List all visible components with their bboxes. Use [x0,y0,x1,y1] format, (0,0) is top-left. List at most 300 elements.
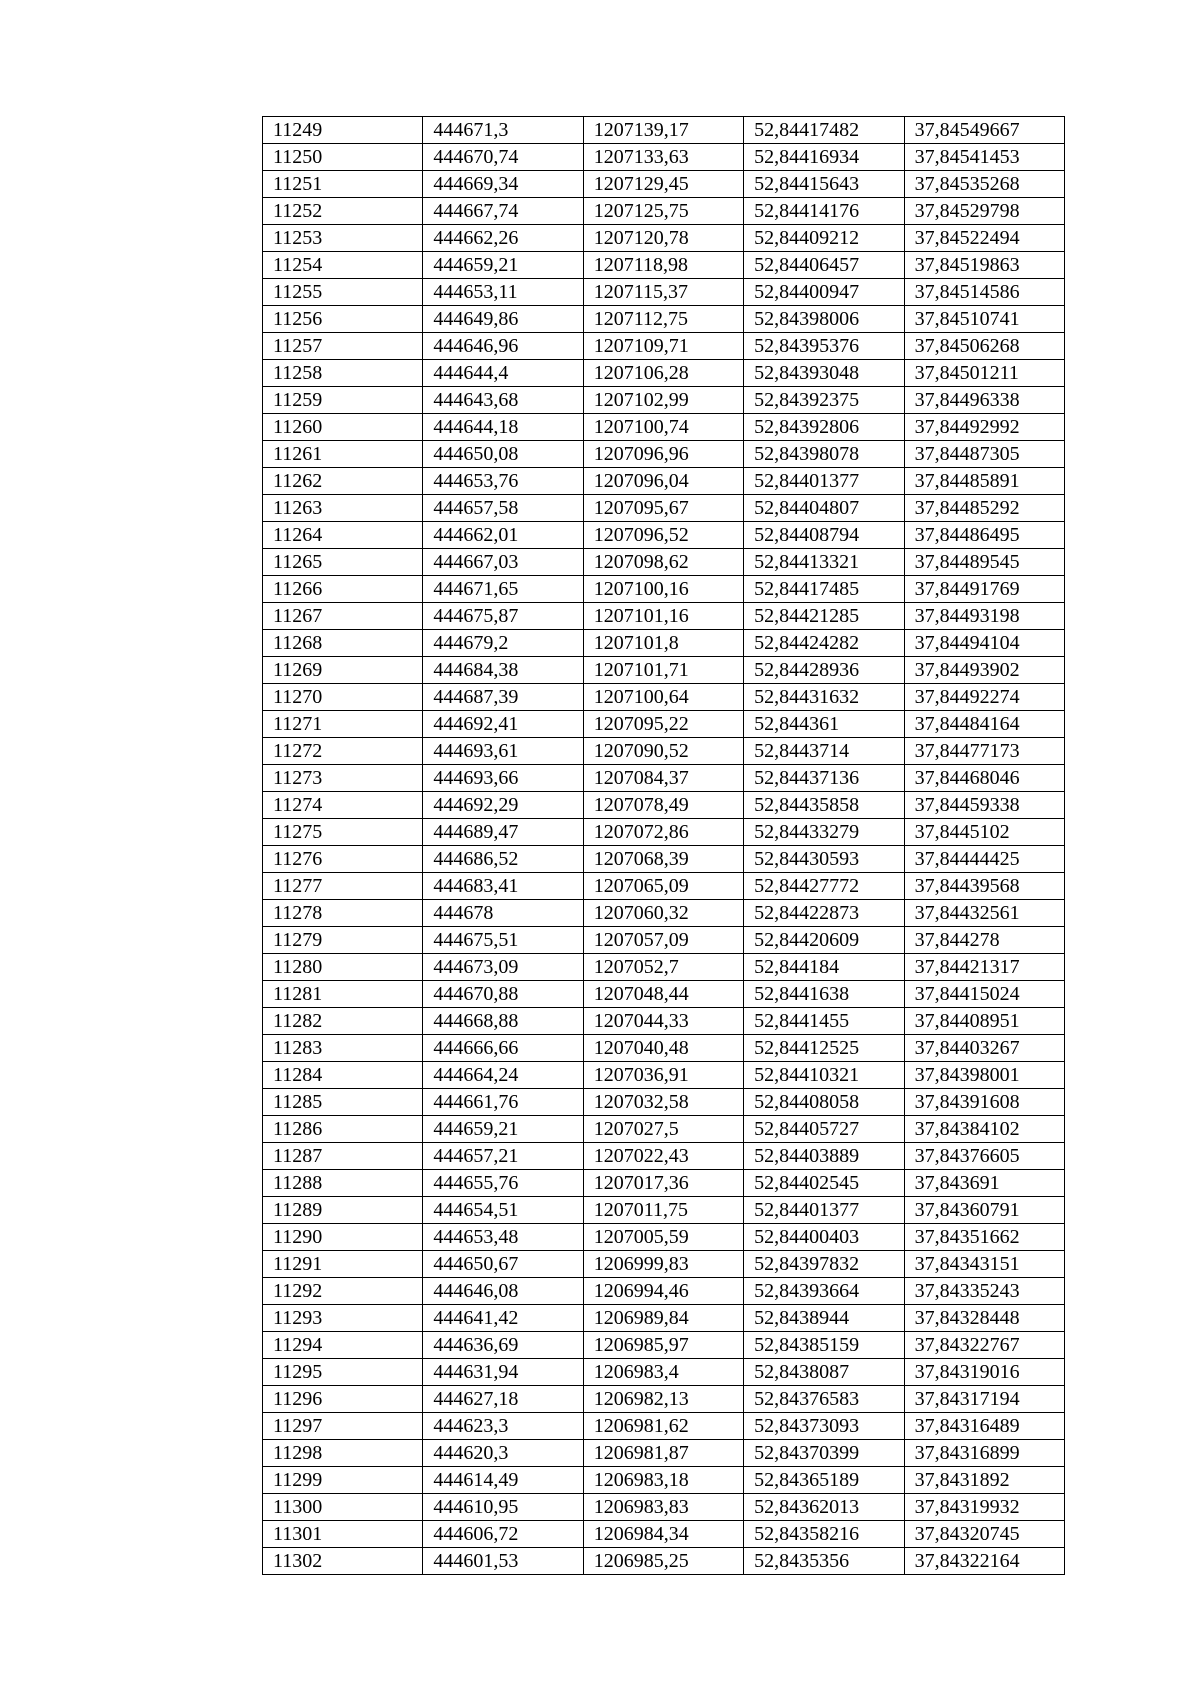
y-coordinate-cell: 1207052,7 [583,954,743,981]
table-row [263,225,1065,252]
longitude-cell: 37,84384102 [904,1116,1064,1143]
longitude-cell: 37,844278 [904,927,1064,954]
table-row [263,1170,1065,1197]
table-row [263,954,1065,981]
y-coordinate-cell: 1207101,16 [583,603,743,630]
point-number-cell: 11289 [263,1197,423,1224]
longitude-cell: 37,84328448 [904,1305,1064,1332]
x-coordinate-cell: 444689,47 [423,819,583,846]
y-coordinate-cell: 1207106,28 [583,360,743,387]
table-row [263,927,1065,954]
point-number-cell: 11290 [263,1224,423,1251]
latitude-cell: 52,84417485 [744,576,904,603]
y-coordinate-cell: 1206982,13 [583,1386,743,1413]
longitude-cell: 37,84391608 [904,1089,1064,1116]
table-row [263,1467,1065,1494]
longitude-cell: 37,84491769 [904,576,1064,603]
y-coordinate-cell: 1207109,71 [583,333,743,360]
table-row [263,1224,1065,1251]
table-row [263,1008,1065,1035]
latitude-cell: 52,8438944 [744,1305,904,1332]
longitude-cell: 37,84320745 [904,1521,1064,1548]
latitude-cell: 52,84392806 [744,414,904,441]
x-coordinate-cell: 444687,39 [423,684,583,711]
y-coordinate-cell: 1207125,75 [583,198,743,225]
x-coordinate-cell: 444654,51 [423,1197,583,1224]
x-coordinate-cell: 444650,67 [423,1251,583,1278]
x-coordinate-cell: 444664,24 [423,1062,583,1089]
y-coordinate-cell: 1207100,74 [583,414,743,441]
y-coordinate-cell: 1207129,45 [583,171,743,198]
table-row [263,306,1065,333]
y-coordinate-cell: 1207096,04 [583,468,743,495]
point-number-cell: 11270 [263,684,423,711]
y-coordinate-cell: 1207101,8 [583,630,743,657]
point-number-cell: 11283 [263,1035,423,1062]
y-coordinate-cell: 1207072,86 [583,819,743,846]
point-number-cell: 11291 [263,1251,423,1278]
x-coordinate-cell: 444670,88 [423,981,583,1008]
longitude-cell: 37,84549667 [904,117,1064,144]
longitude-cell: 37,84360791 [904,1197,1064,1224]
latitude-cell: 52,8443714 [744,738,904,765]
x-coordinate-cell: 444662,26 [423,225,583,252]
y-coordinate-cell: 1207044,33 [583,1008,743,1035]
latitude-cell: 52,84412525 [744,1035,904,1062]
table-row [263,171,1065,198]
table-row [263,333,1065,360]
longitude-cell: 37,84541453 [904,144,1064,171]
table-row [263,576,1065,603]
table-row [263,1305,1065,1332]
latitude-cell: 52,84402545 [744,1170,904,1197]
longitude-cell: 37,84459338 [904,792,1064,819]
latitude-cell: 52,84435858 [744,792,904,819]
table-row [263,603,1065,630]
table-row [263,468,1065,495]
table-row [263,414,1065,441]
x-coordinate-cell: 444667,03 [423,549,583,576]
point-number-cell: 11267 [263,603,423,630]
latitude-cell: 52,84365189 [744,1467,904,1494]
y-coordinate-cell: 1207095,22 [583,711,743,738]
point-number-cell: 11294 [263,1332,423,1359]
y-coordinate-cell: 1207118,98 [583,252,743,279]
latitude-cell: 52,8435356 [744,1548,904,1575]
y-coordinate-cell: 1207112,75 [583,306,743,333]
x-coordinate-cell: 444627,18 [423,1386,583,1413]
latitude-cell: 52,84362013 [744,1494,904,1521]
latitude-cell: 52,84420609 [744,927,904,954]
table-row [263,819,1065,846]
y-coordinate-cell: 1207101,71 [583,657,743,684]
y-coordinate-cell: 1207057,09 [583,927,743,954]
y-coordinate-cell: 1207120,78 [583,225,743,252]
table-row [263,738,1065,765]
x-coordinate-cell: 444620,3 [423,1440,583,1467]
longitude-cell: 37,84492274 [904,684,1064,711]
longitude-cell: 37,84492992 [904,414,1064,441]
point-number-cell: 11288 [263,1170,423,1197]
table-row [263,279,1065,306]
x-coordinate-cell: 444644,18 [423,414,583,441]
table-row [263,846,1065,873]
longitude-cell: 37,84493198 [904,603,1064,630]
table-row [263,360,1065,387]
x-coordinate-cell: 444693,61 [423,738,583,765]
table-row [263,1143,1065,1170]
latitude-cell: 52,84400947 [744,279,904,306]
point-number-cell: 11301 [263,1521,423,1548]
latitude-cell: 52,84431632 [744,684,904,711]
latitude-cell: 52,84398006 [744,306,904,333]
table-row [263,441,1065,468]
latitude-cell: 52,84392375 [744,387,904,414]
latitude-cell: 52,84427772 [744,873,904,900]
longitude-cell: 37,84501211 [904,360,1064,387]
longitude-cell: 37,84514586 [904,279,1064,306]
x-coordinate-cell: 444650,08 [423,441,583,468]
x-coordinate-cell: 444649,86 [423,306,583,333]
x-coordinate-cell: 444669,34 [423,171,583,198]
table-row [263,1197,1065,1224]
latitude-cell: 52,844184 [744,954,904,981]
latitude-cell: 52,84417482 [744,117,904,144]
point-number-cell: 11269 [263,657,423,684]
point-number-cell: 11255 [263,279,423,306]
y-coordinate-cell: 1207060,32 [583,900,743,927]
y-coordinate-cell: 1207068,39 [583,846,743,873]
longitude-cell: 37,84316899 [904,1440,1064,1467]
longitude-cell: 37,84335243 [904,1278,1064,1305]
latitude-cell: 52,84373093 [744,1413,904,1440]
table-row [263,684,1065,711]
table-row [263,1062,1065,1089]
longitude-cell: 37,84522494 [904,225,1064,252]
y-coordinate-cell: 1207139,17 [583,117,743,144]
latitude-cell: 52,84410321 [744,1062,904,1089]
x-coordinate-cell: 444670,74 [423,144,583,171]
longitude-cell: 37,84496338 [904,387,1064,414]
point-number-cell: 11276 [263,846,423,873]
longitude-cell: 37,84376605 [904,1143,1064,1170]
point-number-cell: 11285 [263,1089,423,1116]
point-number-cell: 11302 [263,1548,423,1575]
point-number-cell: 11281 [263,981,423,1008]
longitude-cell: 37,84415024 [904,981,1064,1008]
longitude-cell: 37,84408951 [904,1008,1064,1035]
x-coordinate-cell: 444678 [423,900,583,927]
point-number-cell: 11257 [263,333,423,360]
longitude-cell: 37,84506268 [904,333,1064,360]
x-coordinate-cell: 444675,51 [423,927,583,954]
latitude-cell: 52,84408794 [744,522,904,549]
point-number-cell: 11265 [263,549,423,576]
y-coordinate-cell: 1207017,36 [583,1170,743,1197]
latitude-cell: 52,84398078 [744,441,904,468]
table-row [263,522,1065,549]
latitude-cell: 52,84422873 [744,900,904,927]
longitude-cell: 37,84351662 [904,1224,1064,1251]
longitude-cell: 37,84343151 [904,1251,1064,1278]
point-number-cell: 11279 [263,927,423,954]
longitude-cell: 37,84487305 [904,441,1064,468]
y-coordinate-cell: 1206981,87 [583,1440,743,1467]
x-coordinate-cell: 444610,95 [423,1494,583,1521]
x-coordinate-cell: 444631,94 [423,1359,583,1386]
point-number-cell: 11292 [263,1278,423,1305]
x-coordinate-cell: 444659,21 [423,252,583,279]
point-number-cell: 11286 [263,1116,423,1143]
longitude-cell: 37,84510741 [904,306,1064,333]
table-row [263,1521,1065,1548]
point-number-cell: 11280 [263,954,423,981]
latitude-cell: 52,84413321 [744,549,904,576]
point-number-cell: 11296 [263,1386,423,1413]
y-coordinate-cell: 1206983,18 [583,1467,743,1494]
y-coordinate-cell: 1206999,83 [583,1251,743,1278]
table-row [263,198,1065,225]
longitude-cell: 37,84317194 [904,1386,1064,1413]
longitude-cell: 37,84529798 [904,198,1064,225]
point-number-cell: 11297 [263,1413,423,1440]
table-row [263,252,1065,279]
y-coordinate-cell: 1207065,09 [583,873,743,900]
latitude-cell: 52,84430593 [744,846,904,873]
longitude-cell: 37,84468046 [904,765,1064,792]
x-coordinate-cell: 444667,74 [423,198,583,225]
point-number-cell: 11259 [263,387,423,414]
longitude-cell: 37,84322767 [904,1332,1064,1359]
x-coordinate-cell: 444643,68 [423,387,583,414]
x-coordinate-cell: 444653,76 [423,468,583,495]
longitude-cell: 37,84444425 [904,846,1064,873]
point-number-cell: 11254 [263,252,423,279]
y-coordinate-cell: 1206984,34 [583,1521,743,1548]
latitude-cell: 52,84433279 [744,819,904,846]
table-row [263,1251,1065,1278]
y-coordinate-cell: 1206989,84 [583,1305,743,1332]
point-number-cell: 11293 [263,1305,423,1332]
longitude-cell: 37,84398001 [904,1062,1064,1089]
y-coordinate-cell: 1206983,83 [583,1494,743,1521]
point-number-cell: 11260 [263,414,423,441]
latitude-cell: 52,84397832 [744,1251,904,1278]
y-coordinate-cell: 1207040,48 [583,1035,743,1062]
longitude-cell: 37,84319932 [904,1494,1064,1521]
latitude-cell: 52,844361 [744,711,904,738]
y-coordinate-cell: 1207027,5 [583,1116,743,1143]
table-row [263,1278,1065,1305]
x-coordinate-cell: 444644,4 [423,360,583,387]
y-coordinate-cell: 1207048,44 [583,981,743,1008]
point-number-cell: 11251 [263,171,423,198]
latitude-cell: 52,84424282 [744,630,904,657]
x-coordinate-cell: 444659,21 [423,1116,583,1143]
table-row [263,1386,1065,1413]
latitude-cell: 52,84406457 [744,252,904,279]
y-coordinate-cell: 1207100,64 [583,684,743,711]
longitude-cell: 37,84486495 [904,522,1064,549]
y-coordinate-cell: 1206985,25 [583,1548,743,1575]
x-coordinate-cell: 444673,09 [423,954,583,981]
point-number-cell: 11284 [263,1062,423,1089]
point-number-cell: 11298 [263,1440,423,1467]
latitude-cell: 52,84405727 [744,1116,904,1143]
x-coordinate-cell: 444686,52 [423,846,583,873]
latitude-cell: 52,84385159 [744,1332,904,1359]
x-coordinate-cell: 444653,48 [423,1224,583,1251]
table-row [263,792,1065,819]
table-row [263,1494,1065,1521]
point-number-cell: 11295 [263,1359,423,1386]
point-number-cell: 11266 [263,576,423,603]
longitude-cell: 37,84319016 [904,1359,1064,1386]
point-number-cell: 11250 [263,144,423,171]
point-number-cell: 11282 [263,1008,423,1035]
point-number-cell: 11261 [263,441,423,468]
latitude-cell: 52,84393048 [744,360,904,387]
y-coordinate-cell: 1207032,58 [583,1089,743,1116]
y-coordinate-cell: 1207102,99 [583,387,743,414]
longitude-cell: 37,84403267 [904,1035,1064,1062]
y-coordinate-cell: 1206981,62 [583,1413,743,1440]
x-coordinate-cell: 444623,3 [423,1413,583,1440]
latitude-cell: 52,84408058 [744,1089,904,1116]
coordinates-table-body [263,117,1065,1575]
y-coordinate-cell: 1207011,75 [583,1197,743,1224]
table-row [263,1548,1065,1575]
table-row [263,630,1065,657]
point-number-cell: 11287 [263,1143,423,1170]
x-coordinate-cell: 444662,01 [423,522,583,549]
longitude-cell: 37,84519863 [904,252,1064,279]
longitude-cell: 37,84322164 [904,1548,1064,1575]
point-number-cell: 11256 [263,306,423,333]
point-number-cell: 11263 [263,495,423,522]
latitude-cell: 52,84409212 [744,225,904,252]
latitude-cell: 52,84428936 [744,657,904,684]
longitude-cell: 37,843691 [904,1170,1064,1197]
point-number-cell: 11275 [263,819,423,846]
longitude-cell: 37,84485292 [904,495,1064,522]
y-coordinate-cell: 1207078,49 [583,792,743,819]
table-row [263,900,1065,927]
x-coordinate-cell: 444692,41 [423,711,583,738]
x-coordinate-cell: 444693,66 [423,765,583,792]
table-row [263,1440,1065,1467]
point-number-cell: 11277 [263,873,423,900]
y-coordinate-cell: 1207096,52 [583,522,743,549]
latitude-cell: 52,84370399 [744,1440,904,1467]
latitude-cell: 52,84421285 [744,603,904,630]
x-coordinate-cell: 444666,66 [423,1035,583,1062]
x-coordinate-cell: 444671,65 [423,576,583,603]
longitude-cell: 37,84485891 [904,468,1064,495]
x-coordinate-cell: 444683,41 [423,873,583,900]
y-coordinate-cell: 1207096,96 [583,441,743,468]
x-coordinate-cell: 444606,72 [423,1521,583,1548]
y-coordinate-cell: 1207022,43 [583,1143,743,1170]
longitude-cell: 37,8431892 [904,1467,1064,1494]
longitude-cell: 37,84484164 [904,711,1064,738]
point-number-cell: 11249 [263,117,423,144]
point-number-cell: 11300 [263,1494,423,1521]
x-coordinate-cell: 444671,3 [423,117,583,144]
latitude-cell: 52,84403889 [744,1143,904,1170]
y-coordinate-cell: 1207098,62 [583,549,743,576]
y-coordinate-cell: 1207115,37 [583,279,743,306]
latitude-cell: 52,84393664 [744,1278,904,1305]
x-coordinate-cell: 444614,49 [423,1467,583,1494]
table-row [263,144,1065,171]
table-row [263,1359,1065,1386]
latitude-cell: 52,84400403 [744,1224,904,1251]
table-row [263,657,1065,684]
longitude-cell: 37,8445102 [904,819,1064,846]
latitude-cell: 52,84376583 [744,1386,904,1413]
table-row [263,1413,1065,1440]
longitude-cell: 37,84494104 [904,630,1064,657]
table-row [263,765,1065,792]
latitude-cell: 52,84358216 [744,1521,904,1548]
x-coordinate-cell: 444641,42 [423,1305,583,1332]
y-coordinate-cell: 1206983,4 [583,1359,743,1386]
x-coordinate-cell: 444646,96 [423,333,583,360]
y-coordinate-cell: 1207084,37 [583,765,743,792]
longitude-cell: 37,84432561 [904,900,1064,927]
x-coordinate-cell: 444657,58 [423,495,583,522]
table-row [263,1089,1065,1116]
longitude-cell: 37,84535268 [904,171,1064,198]
longitude-cell: 37,84316489 [904,1413,1064,1440]
x-coordinate-cell: 444601,53 [423,1548,583,1575]
latitude-cell: 52,84401377 [744,468,904,495]
y-coordinate-cell: 1207090,52 [583,738,743,765]
latitude-cell: 52,84416934 [744,144,904,171]
y-coordinate-cell: 1207133,63 [583,144,743,171]
y-coordinate-cell: 1207036,91 [583,1062,743,1089]
table-row [263,981,1065,1008]
latitude-cell: 52,84437136 [744,765,904,792]
table-row [263,549,1065,576]
x-coordinate-cell: 444668,88 [423,1008,583,1035]
point-number-cell: 11273 [263,765,423,792]
latitude-cell: 52,8441638 [744,981,904,1008]
point-number-cell: 11252 [263,198,423,225]
x-coordinate-cell: 444653,11 [423,279,583,306]
y-coordinate-cell: 1206985,97 [583,1332,743,1359]
table-row [263,387,1065,414]
table-row [263,495,1065,522]
latitude-cell: 52,84395376 [744,333,904,360]
table-row [263,1116,1065,1143]
table-row [263,873,1065,900]
x-coordinate-cell: 444636,69 [423,1332,583,1359]
longitude-cell: 37,84421317 [904,954,1064,981]
point-number-cell: 11262 [263,468,423,495]
longitude-cell: 37,84493902 [904,657,1064,684]
table-row [263,711,1065,738]
x-coordinate-cell: 444661,76 [423,1089,583,1116]
point-number-cell: 11272 [263,738,423,765]
x-coordinate-cell: 444684,38 [423,657,583,684]
x-coordinate-cell: 444657,21 [423,1143,583,1170]
latitude-cell: 52,84401377 [744,1197,904,1224]
point-number-cell: 11278 [263,900,423,927]
y-coordinate-cell: 1206994,46 [583,1278,743,1305]
longitude-cell: 37,84439568 [904,873,1064,900]
